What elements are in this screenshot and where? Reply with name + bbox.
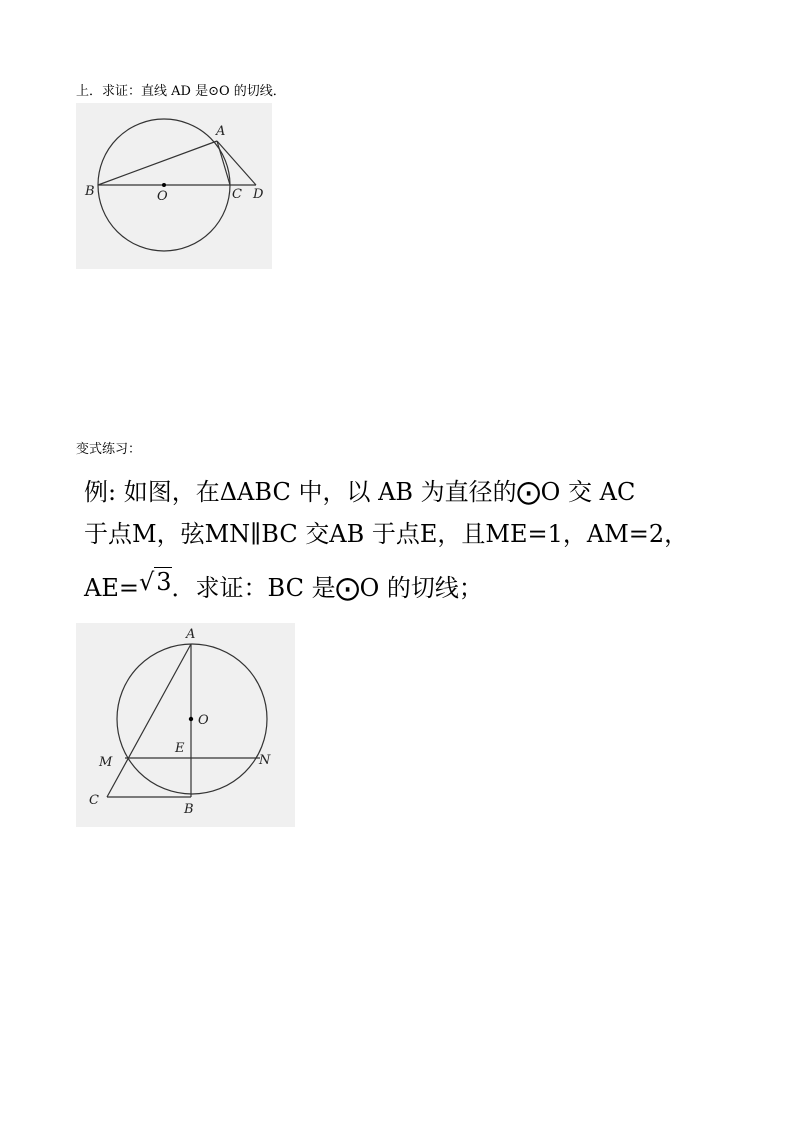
variant-line-3 bbox=[84, 568, 483, 603]
label-e: E bbox=[175, 741, 185, 756]
label-c: C bbox=[89, 793, 99, 808]
sqrt-radicand: 3 bbox=[156, 568, 172, 596]
center-point-o bbox=[162, 183, 166, 187]
variant-line-3-prefix: AE= bbox=[84, 574, 139, 602]
figure-2-svg bbox=[76, 623, 295, 827]
variant-line-2: 于点M，弦MN∥BC 交AB 于点E，且ME=1，AM=2， bbox=[84, 520, 689, 548]
label-m: M bbox=[99, 755, 113, 770]
label-a: A bbox=[186, 627, 196, 642]
variant-line-1: 例: 如图，在ΔABC 中，以 AB 为直径的⨀O 交 AC bbox=[84, 478, 636, 506]
segment-ac bbox=[107, 644, 191, 797]
variant-heading: 变式练习： bbox=[76, 442, 142, 457]
variant-line-3-suffix: ．求证：BC 是⨀O 的切线； bbox=[171, 574, 483, 602]
label-d: D bbox=[253, 187, 264, 202]
figure-2 bbox=[76, 623, 295, 827]
label-b: B bbox=[85, 184, 95, 199]
label-a: A bbox=[216, 124, 226, 139]
label-o: O bbox=[157, 189, 168, 204]
sqrt-sign-icon: √ bbox=[138, 568, 155, 596]
segment-ba bbox=[98, 141, 217, 185]
label-b: B bbox=[184, 802, 194, 817]
label-c: C bbox=[232, 187, 242, 202]
sqrt-expression bbox=[138, 568, 172, 602]
label-o: O bbox=[198, 713, 209, 728]
figure-1 bbox=[76, 103, 272, 269]
label-n: N bbox=[259, 753, 271, 768]
center-point-o bbox=[189, 717, 193, 721]
figure-1-svg bbox=[76, 103, 272, 269]
problem1-text: 上．求证：直线 AD 是⊙O 的切线． bbox=[76, 84, 286, 99]
segment-ad bbox=[217, 141, 256, 185]
